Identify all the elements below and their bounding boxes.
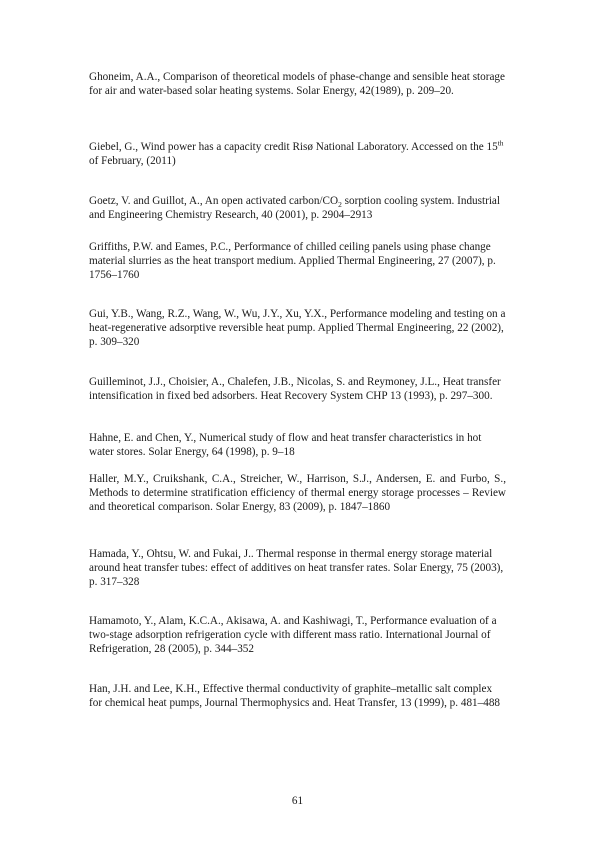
page-number: 61	[291, 795, 304, 807]
reference-hamamoto: Hamamoto, Y., Alam, K.C.A., Akisawa, A. and Kashiwagi, T., Performance evaluation of a two-stage adsorption refrigeration cycle with different mass ratio. International Journal of Refrigeration, 28 (2005), p. 344–352	[89, 615, 497, 656]
reference-ghoneim: Ghoneim, A.A., Comparison of theoretical models of phase-change and sensible heat storage for air and water-based solar heating systems. Solar Energy, 42(1989), p. 209–20.	[89, 71, 505, 98]
reference-griffiths: Griffiths, P.W. and Eames, P.C., Performance of chilled ceiling panels using phase change material slurries as the heat transport medium. Applied Thermal Engineering, 27 (2007), p. 1756–1760	[89, 241, 496, 282]
reference-goetz-text-end: sorption cooling system. Industrial and Engineering Chemistry Research, 40 (2001), p. 2904–2913	[89, 195, 501, 222]
reference-haller: Haller, M.Y., Cruikshank, C.A., Streicher, W., Harrison, S.J., Andersen, E. and Furbo, S., Methods to determine stratification efficiency of thermal energy storage processes – Review and theoretical comparison. Solar Energy, 83 (2009), p. 1847–1860	[89, 473, 506, 514]
reference-guilleminot: Guilleminot, J.J., Choisier, A., Chalefen, J.B., Nicolas, S. and Reymoney, J.L., Heat transfer intensification in fixed bed adsorbers. Heat Recovery System CHP 13 (1993), p. 297–300.	[89, 376, 501, 403]
reference-goetz-text: Goetz, V. and Guillot, A., An open activated carbon/CO	[89, 195, 339, 207]
reference-hamada: Hamada, Y., Ohtsu, W. and Fukai, J.. Thermal response in thermal energy storage material around heat transfer tubes: effect of additives on heat transfer rates. Solar Energy, 75 (2003), p. 317–328	[89, 548, 504, 589]
reference-giebel-text-end: of February, (2011)	[89, 155, 176, 168]
reference-giebel-superscript: th	[497, 138, 504, 148]
reference-hahne: Hahne, E. and Chen, Y., Numerical study of flow and heat transfer characteristics in hot water stores. Solar Energy, 64 (1998), p. 9–18	[89, 432, 482, 459]
reference-giebel-text: Giebel, G., Wind power has a capacity credit Risø National Laboratory. Accessed on the 15	[89, 141, 498, 153]
reference-goetz-subscript: 2	[338, 200, 342, 210]
reference-giebel	[89, 140, 506, 168]
reference-han: Han, J.H. and Lee, K.H., Effective thermal conductivity of graphite–metallic salt complex for chemical heat pumps, Journal Thermophysics and. Heat Transfer, 13 (1999), p. 481–488	[89, 683, 501, 710]
reference-gui: Gui, Y.B., Wang, R.Z., Wang, W., Wu, J.Y., Xu, Y.X., Performance modeling and testing on a heat-regenerative adsorptive reversible heat pump. Applied Thermal Engineering, 22 (2002), p. 309–320	[89, 308, 506, 349]
reference-goetz	[89, 194, 506, 222]
